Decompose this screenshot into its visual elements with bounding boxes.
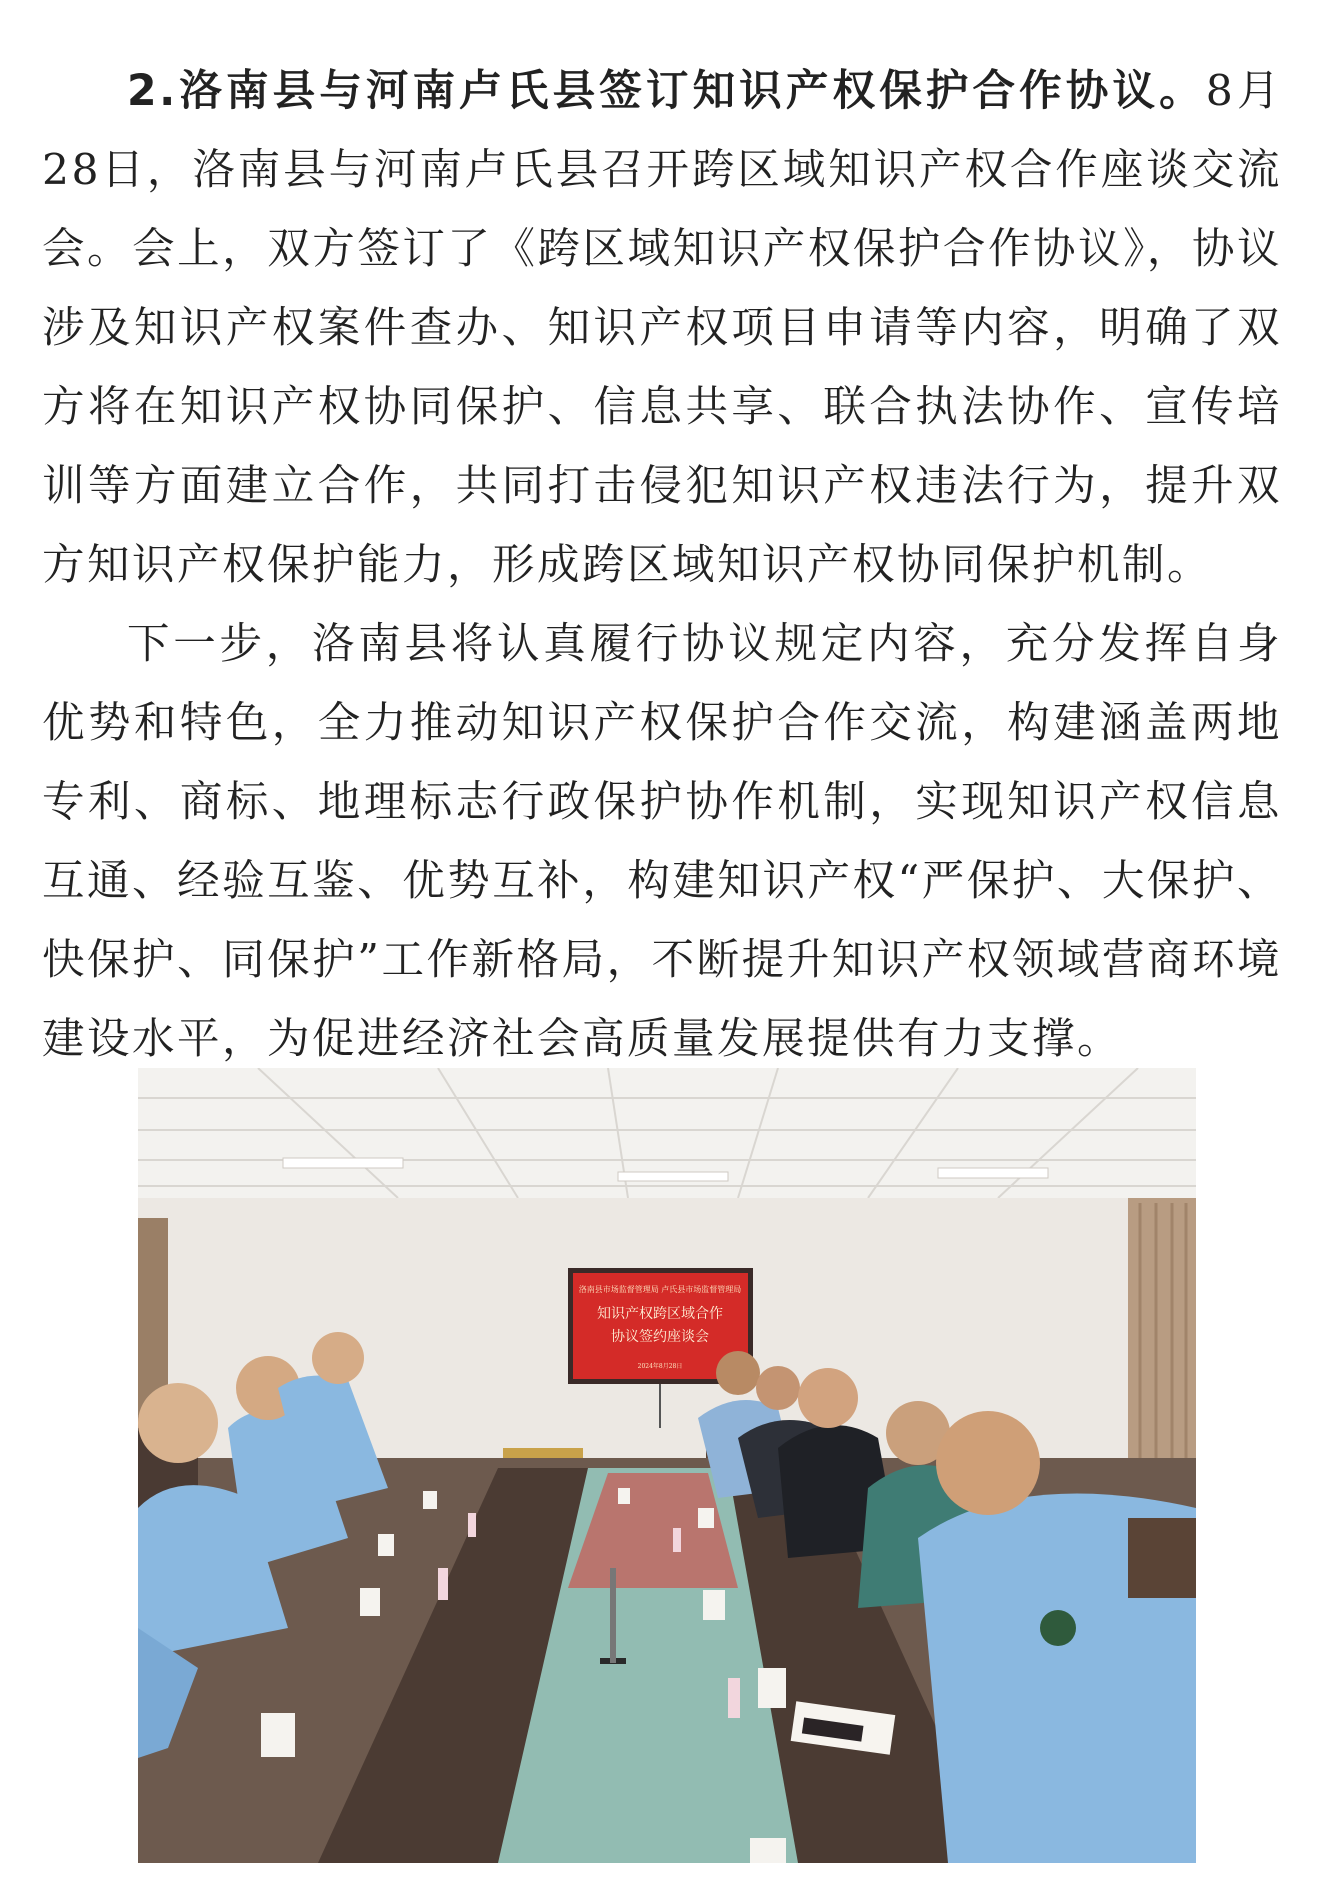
attendee-head (138, 1383, 218, 1463)
attendee-head (756, 1366, 800, 1410)
name-plate (728, 1678, 740, 1718)
screen-line-2: 知识产权跨区域合作 (597, 1306, 723, 1322)
ceiling-light-center (618, 1172, 728, 1181)
name-plate (438, 1568, 448, 1600)
screen-line-1: 洛南县市场监督管理局 卢氏县市场监督管理局 (578, 1285, 742, 1294)
screen-line-3: 协议签约座谈会 (611, 1329, 709, 1345)
name-plate (673, 1528, 681, 1552)
ceiling-light-right (938, 1168, 1048, 1178)
attendee-head (798, 1368, 858, 1428)
attendee-head (936, 1411, 1040, 1515)
cup (423, 1491, 437, 1509)
cup (378, 1534, 394, 1556)
attendee-head (716, 1351, 760, 1395)
chair (1128, 1518, 1196, 1598)
cup (261, 1713, 295, 1757)
name-plate (468, 1513, 476, 1537)
cup (758, 1668, 786, 1708)
cup (360, 1588, 380, 1616)
paragraph-2: 下一步，洛南县将认真履行协议规定内容，充分发挥自身优势和特色，全力推动知识产权保护合作交流，构建涵盖两地专利、商标、地理标志行政保护协作机制，实现知识产权信息互通、经验互鉴、优势互补，构建知识产权“严保护、大保护、快保护、同保护”工作新格局，不断提升知识产权领域营商环境建设水平，为促进经济社会高质量发展提供有力支撑。 (42, 620, 1282, 1064)
paragraph-1-lead: 2.洛南县与河南卢氏县签订知识产权保护合作协议。 (127, 67, 1206, 116)
paragraph-1 (42, 52, 1282, 605)
meeting-photo-illustration (138, 1068, 1196, 1863)
table-stand-pole (610, 1568, 616, 1663)
article-body (42, 52, 1282, 1079)
cup (703, 1590, 725, 1620)
cup (750, 1838, 786, 1863)
cup (618, 1488, 630, 1504)
uniform-badge (1040, 1610, 1076, 1646)
ceiling-light-left (283, 1158, 403, 1168)
cup (698, 1508, 714, 1528)
attendee-head (312, 1332, 364, 1384)
screen-date: 2024年8月28日 (637, 1363, 683, 1370)
meeting-photo (138, 1068, 1196, 1863)
paragraph-1-body: 8月28日，洛南县与河南卢氏县召开跨区域知识产权合作座谈交流会。会上，双方签订了《跨区域知识产权保护合作协议》，协议涉及知识产权案件查办、知识产权项目申请等内容，明确了双方将在知识产权协同保护、信息共享、联合执法协作、宣传培训等方面建立合作，共同打击侵犯知识产权违法行为，提升双方知识产权保护能力，形成跨区域知识产权协同保护机制。 (42, 67, 1282, 590)
